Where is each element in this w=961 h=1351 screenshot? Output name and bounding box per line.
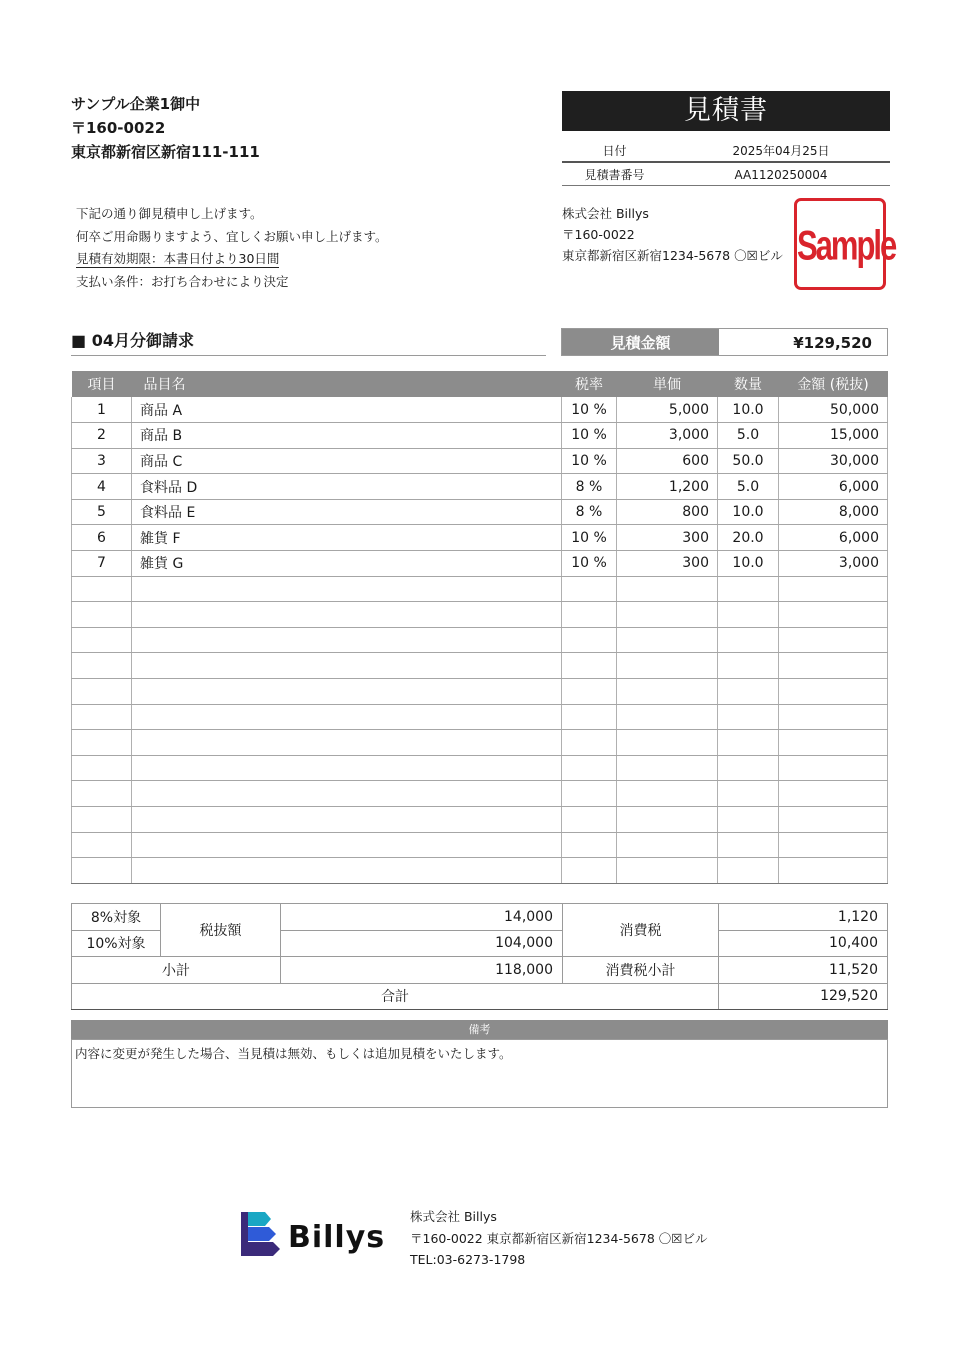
footer-address: 〒160-0022 東京都新宿区新宿1234-5678 〇☒ビル <box>410 1230 708 1246</box>
empty-table-row <box>72 602 888 628</box>
footer-company: 株式会社 Billys <box>410 1209 497 1224</box>
empty-table-row <box>72 832 888 858</box>
tax10-value: 10,400 <box>719 930 888 957</box>
item-tax-rate <box>562 807 617 833</box>
item-quantity: 10.0 <box>718 397 779 423</box>
item-no: 3 <box>72 448 132 474</box>
item-quantity <box>718 730 779 756</box>
item-amount <box>779 755 888 781</box>
item-unit-price: 800 <box>617 499 718 525</box>
item-no <box>72 858 132 884</box>
item-name <box>132 755 562 781</box>
item-amount: 8,000 <box>779 499 888 525</box>
item-tax-rate: 8 % <box>562 499 617 525</box>
item-quantity <box>718 679 779 705</box>
item-quantity: 10.0 <box>718 551 779 577</box>
remarks-label: 備考 <box>71 1020 888 1039</box>
item-unit-price <box>617 679 718 705</box>
item-no <box>72 576 132 602</box>
item-amount: 3,000 <box>779 551 888 577</box>
company-stamp <box>794 198 896 290</box>
recipient-postal: 〒160-0022 <box>71 119 166 137</box>
item-unit-price <box>617 704 718 730</box>
item-tax-rate <box>562 755 617 781</box>
issuer-company: 株式会社 Billys <box>562 206 649 221</box>
item-amount: 30,000 <box>779 448 888 474</box>
estimate-amount-box <box>561 328 888 356</box>
item-name <box>132 704 562 730</box>
estimate-amount-label: 見積金額 <box>562 329 719 355</box>
item-amount <box>779 704 888 730</box>
item-unit-price <box>617 781 718 807</box>
item-name <box>132 781 562 807</box>
total-value: 129,520 <box>719 983 888 1010</box>
items-header-row <box>72 371 888 397</box>
table-row <box>72 448 888 474</box>
item-amount <box>779 730 888 756</box>
item-unit-price: 1,200 <box>617 474 718 500</box>
date-value: 2025年04月25日 <box>732 144 830 158</box>
item-unit-price: 300 <box>617 525 718 551</box>
col-header-unit-price: 単価 <box>617 371 718 397</box>
item-unit-price <box>617 858 718 884</box>
item-no: 4 <box>72 474 132 500</box>
tax-subtotal-label: 消費税小計 <box>563 957 719 984</box>
summary-table <box>71 903 888 1010</box>
item-quantity <box>718 576 779 602</box>
item-quantity: 20.0 <box>718 525 779 551</box>
billys-logo-icon <box>241 1212 281 1256</box>
empty-table-row <box>72 730 888 756</box>
item-no <box>72 832 132 858</box>
item-quantity <box>718 704 779 730</box>
table-row <box>72 423 888 449</box>
item-tax-rate <box>562 832 617 858</box>
empty-table-row <box>72 807 888 833</box>
item-tax-rate: 10 % <box>562 397 617 423</box>
issuer-address: 東京都新宿区新宿1234-5678 〇☒ビル <box>562 248 783 263</box>
item-unit-price <box>617 653 718 679</box>
item-tax-rate <box>562 653 617 679</box>
item-name <box>132 627 562 653</box>
recipient-name: サンプル企業1御中 <box>71 95 201 113</box>
item-name <box>132 679 562 705</box>
item-no: 7 <box>72 551 132 577</box>
item-amount <box>779 653 888 679</box>
item-name: 食料品 E <box>132 499 562 525</box>
item-quantity <box>718 653 779 679</box>
item-name: 商品 C <box>132 448 562 474</box>
item-unit-price <box>617 602 718 628</box>
item-tax-rate <box>562 704 617 730</box>
item-no <box>72 704 132 730</box>
estimate-number-value: AA1120250004 <box>734 168 828 182</box>
item-quantity <box>718 627 779 653</box>
pretax10-value: 104,000 <box>281 930 563 957</box>
item-quantity <box>718 832 779 858</box>
item-name <box>132 858 562 884</box>
item-amount <box>779 807 888 833</box>
item-unit-price <box>617 755 718 781</box>
date-row <box>562 141 890 163</box>
empty-table-row <box>72 653 888 679</box>
footer-tel: TEL:03-6273-1798 <box>410 1252 526 1267</box>
pretax-label: 税抜額 <box>161 904 281 957</box>
item-unit-price <box>617 627 718 653</box>
summary-row <box>72 904 888 931</box>
stamp-text: Sample <box>797 221 896 269</box>
issuer-block <box>562 203 783 266</box>
greeting-line-1: 下記の通り御見積申し上げます。 <box>76 206 263 221</box>
summary-total-row <box>72 983 888 1010</box>
item-amount: 6,000 <box>779 474 888 500</box>
item-name <box>132 832 562 858</box>
item-tax-rate <box>562 679 617 705</box>
table-row <box>72 474 888 500</box>
item-no <box>72 627 132 653</box>
item-name <box>132 653 562 679</box>
item-amount <box>779 576 888 602</box>
estimate-number-label: 見積書番号 <box>584 168 645 182</box>
item-amount <box>779 858 888 884</box>
item-quantity: 5.0 <box>718 474 779 500</box>
table-row <box>72 397 888 423</box>
item-no: 2 <box>72 423 132 449</box>
tax8-value: 1,120 <box>719 904 888 931</box>
item-quantity: 50.0 <box>718 448 779 474</box>
item-no <box>72 679 132 705</box>
total-label: 合計 <box>72 983 719 1010</box>
item-amount <box>779 679 888 705</box>
item-no <box>72 730 132 756</box>
item-amount: 6,000 <box>779 525 888 551</box>
empty-table-row <box>72 755 888 781</box>
rate10-label: 10%対象 <box>72 930 161 957</box>
item-unit-price <box>617 832 718 858</box>
greeting-block <box>76 203 388 293</box>
consumption-tax-label: 消費税 <box>563 904 719 957</box>
footer-info <box>410 1206 707 1271</box>
item-amount <box>779 602 888 628</box>
item-name <box>132 730 562 756</box>
greeting-line-2: 何卒ご用命賜りますよう、宜しくお願い申し上げます。 <box>76 228 388 244</box>
item-tax-rate: 10 % <box>562 423 617 449</box>
item-tax-rate: 10 % <box>562 525 617 551</box>
item-unit-price: 3,000 <box>617 423 718 449</box>
table-row <box>72 499 888 525</box>
item-name: 雑貨 F <box>132 525 562 551</box>
item-no <box>72 653 132 679</box>
table-row <box>72 525 888 551</box>
item-no <box>72 781 132 807</box>
empty-table-row <box>72 576 888 602</box>
item-tax-rate <box>562 858 617 884</box>
issuer-postal: 〒160-0022 <box>562 227 635 242</box>
col-header-name: 品目名 <box>132 371 562 397</box>
item-name: 商品 B <box>132 423 562 449</box>
item-no: 5 <box>72 499 132 525</box>
item-name <box>132 807 562 833</box>
col-header-item: 項目 <box>72 371 132 397</box>
recipient-block <box>71 92 260 164</box>
subtotal-label: 小計 <box>72 957 281 984</box>
recipient-address: 東京都新宿区新宿111-111 <box>71 143 260 161</box>
item-name <box>132 576 562 602</box>
item-name <box>132 602 562 628</box>
item-tax-rate: 10 % <box>562 448 617 474</box>
estimate-amount-value: ¥129,520 <box>793 334 872 352</box>
empty-table-row <box>72 704 888 730</box>
item-unit-price <box>617 730 718 756</box>
table-row <box>72 551 888 577</box>
col-header-tax-rate: 税率 <box>562 371 617 397</box>
item-name: 食料品 D <box>132 474 562 500</box>
remarks-text: 内容に変更が発生した場合、当見積は無効、もしくは追加見積をいたします。 <box>71 1039 888 1108</box>
payment-terms: 支払い条件：お打ち合わせにより決定 <box>76 273 289 289</box>
item-amount: 15,000 <box>779 423 888 449</box>
item-tax-rate: 8 % <box>562 474 617 500</box>
date-label: 日付 <box>602 144 627 158</box>
summary-row <box>72 957 888 984</box>
estimate-number-row <box>562 165 890 186</box>
item-no: 1 <box>72 397 132 423</box>
item-tax-rate: 10 % <box>562 551 617 577</box>
item-quantity: 5.0 <box>718 423 779 449</box>
item-no: 6 <box>72 525 132 551</box>
empty-table-row <box>72 858 888 884</box>
empty-table-row <box>72 679 888 705</box>
item-tax-rate <box>562 781 617 807</box>
item-quantity <box>718 807 779 833</box>
col-header-amount: 金額 (税抜) <box>779 371 888 397</box>
item-amount <box>779 781 888 807</box>
item-amount <box>779 627 888 653</box>
item-tax-rate <box>562 730 617 756</box>
subtotal-value: 118,000 <box>281 957 563 984</box>
item-unit-price <box>617 807 718 833</box>
item-tax-rate <box>562 602 617 628</box>
item-unit-price: 5,000 <box>617 397 718 423</box>
item-unit-price: 300 <box>617 551 718 577</box>
item-name: 商品 A <box>132 397 562 423</box>
logo-wordmark: Billys <box>288 1220 386 1255</box>
item-tax-rate <box>562 627 617 653</box>
item-no <box>72 755 132 781</box>
empty-table-row <box>72 781 888 807</box>
document-title: 見積書 <box>562 91 890 131</box>
item-unit-price: 600 <box>617 448 718 474</box>
tax-subtotal-value: 11,520 <box>719 957 888 984</box>
item-amount <box>779 832 888 858</box>
item-quantity <box>718 781 779 807</box>
item-quantity: 10.0 <box>718 499 779 525</box>
item-quantity <box>718 755 779 781</box>
item-quantity <box>718 858 779 884</box>
item-no <box>72 807 132 833</box>
item-quantity <box>718 602 779 628</box>
item-name: 雑貨 G <box>132 551 562 577</box>
section-title: ■ 04月分御請求 <box>71 331 194 350</box>
validity-period: 見積有効期限：本書日付より30日間 <box>76 251 280 266</box>
item-unit-price <box>617 576 718 602</box>
section-divider <box>71 355 546 356</box>
empty-table-row <box>72 627 888 653</box>
col-header-quantity: 数量 <box>718 371 779 397</box>
items-table <box>71 371 888 884</box>
item-no <box>72 602 132 628</box>
pretax8-value: 14,000 <box>281 904 563 931</box>
item-tax-rate <box>562 576 617 602</box>
item-amount: 50,000 <box>779 397 888 423</box>
rate8-label: 8%対象 <box>72 904 161 931</box>
